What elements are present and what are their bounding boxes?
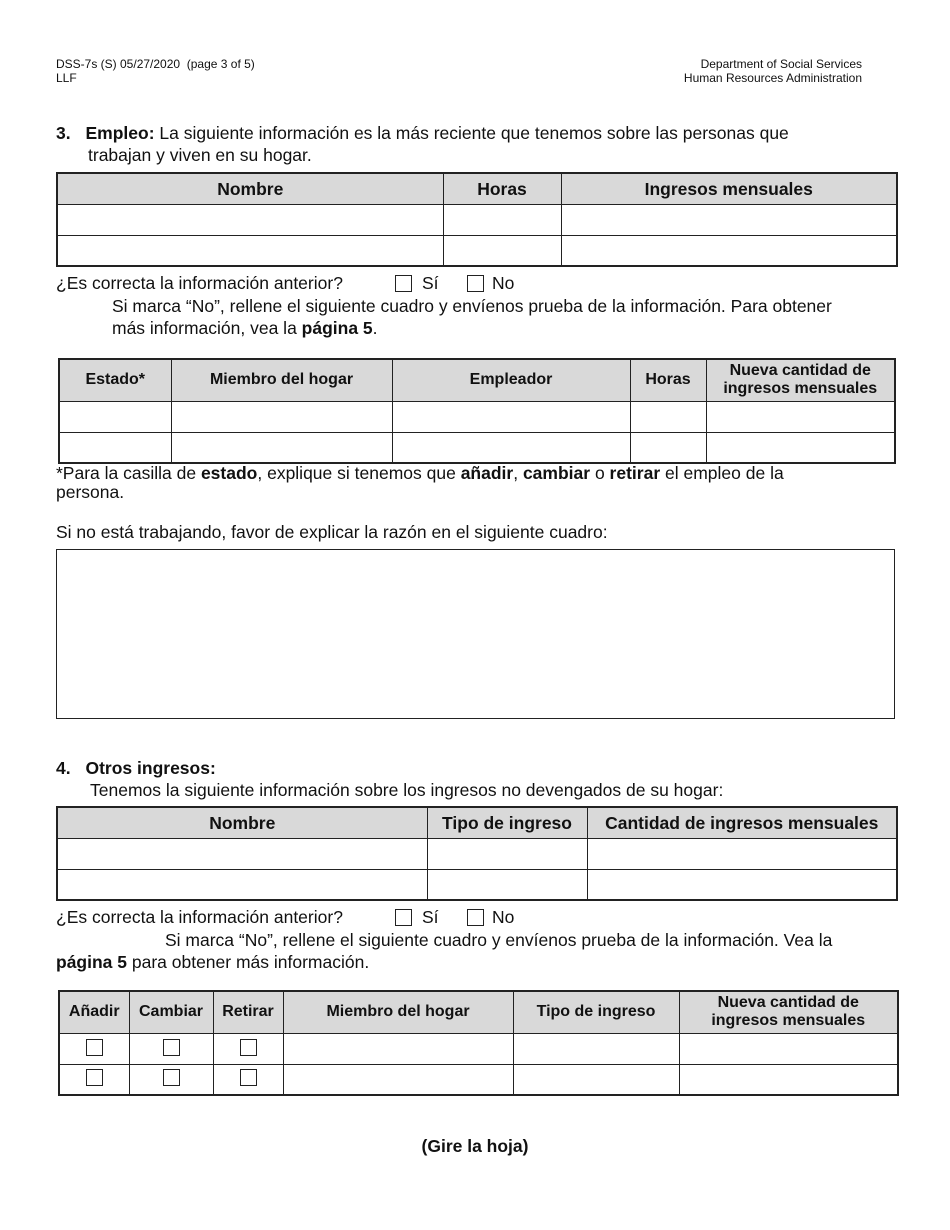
cell-anadir <box>59 1064 129 1095</box>
note-text: *Para la casilla de <box>56 463 201 483</box>
table-row <box>57 838 897 869</box>
section-3-question: ¿Es correcta la información anterior? <box>56 273 343 293</box>
note-bold-cambiar: cambiar <box>522 463 591 483</box>
cell-horas[interactable] <box>630 401 706 432</box>
anadir-checkbox[interactable] <box>86 1069 103 1086</box>
section-4-number: 4. <box>56 758 71 778</box>
cell-cantidad[interactable] <box>587 838 897 869</box>
instr-period: . <box>372 318 378 338</box>
instr-text: para obtener más información. <box>127 952 370 972</box>
cell-estado[interactable] <box>59 432 171 463</box>
not-working-explanation-box[interactable] <box>56 549 895 719</box>
note-bold-anadir: añadir <box>460 463 514 483</box>
no-checkbox[interactable] <box>467 275 484 292</box>
cell-nombre[interactable] <box>57 838 427 869</box>
page-ref: página 5 <box>301 318 373 338</box>
anadir-checkbox[interactable] <box>86 1039 103 1056</box>
not-working-prompt: Si no está trabajando, favor de explicar la razón en el siguiente cuadro: <box>56 522 608 542</box>
note-bold-retirar: retirar <box>609 463 661 483</box>
status-note-line-2: persona. <box>56 482 125 502</box>
yes-label: Sí <box>422 907 439 927</box>
section-3-no-option[interactable] <box>467 272 514 294</box>
cell-cambiar <box>129 1033 213 1064</box>
cambiar-checkbox[interactable] <box>163 1069 180 1086</box>
column-header-tipo: Tipo de ingreso <box>513 991 679 1033</box>
column-header-estado: Estado* <box>59 359 171 401</box>
column-header-horas: Horas <box>443 173 561 204</box>
section-3-intro-1: La siguiente información es la más reciente que tenemos sobre las personas que <box>154 123 789 143</box>
note-text: el empleo de la <box>660 463 784 483</box>
yes-checkbox[interactable] <box>395 275 412 292</box>
cell-cambiar <box>129 1064 213 1095</box>
page-ref: página 5 <box>56 952 127 972</box>
cell-estado[interactable] <box>59 401 171 432</box>
yes-label: Sí <box>422 273 439 293</box>
cell-nombre[interactable] <box>57 204 443 235</box>
table-row <box>57 869 897 900</box>
employment-changes-table <box>58 358 896 464</box>
table-row <box>59 401 895 432</box>
form-sub: LLF <box>56 71 77 85</box>
column-header-miembro: Miembro del hogar <box>171 359 392 401</box>
cell-cantidad[interactable] <box>587 869 897 900</box>
cell-nueva-cantidad[interactable] <box>679 1064 898 1095</box>
section-3-instr-2 <box>112 317 902 339</box>
table-row <box>59 1033 898 1064</box>
column-header-nueva-cantidad: Nueva cantidad de ingresos mensuales <box>706 359 895 401</box>
section-3-number: 3. <box>56 123 71 143</box>
section-3-title: Empleo: <box>85 123 155 143</box>
column-header-cantidad: Cantidad de ingresos mensuales <box>587 807 897 838</box>
column-header-anadir: Añadir <box>59 991 129 1033</box>
status-note <box>56 464 896 502</box>
instr-text: más información, vea la <box>112 318 302 338</box>
cell-ingresos[interactable] <box>561 235 897 266</box>
section-4-heading <box>56 757 216 779</box>
cell-tipo[interactable] <box>427 838 587 869</box>
cell-tipo[interactable] <box>513 1033 679 1064</box>
cell-miembro[interactable] <box>283 1033 513 1064</box>
section-4-instr-2 <box>56 951 369 973</box>
department-name: Department of Social Services <box>700 57 862 71</box>
status-note-line-1 <box>56 464 896 483</box>
note-bold-estado: estado <box>200 463 258 483</box>
column-header-ingresos: Ingresos mensuales <box>561 173 897 204</box>
column-header-tipo: Tipo de ingreso <box>427 807 587 838</box>
section-4-question: ¿Es correcta la información anterior? <box>56 907 343 927</box>
table-row <box>57 204 897 235</box>
turn-page-note: (Gire la hoja) <box>421 1136 529 1156</box>
cell-nueva-cantidad[interactable] <box>706 432 895 463</box>
table-row <box>57 235 897 266</box>
note-text: o <box>590 463 610 483</box>
column-header-empleador: Empleador <box>392 359 630 401</box>
cell-horas[interactable] <box>443 235 561 266</box>
cell-empleador[interactable] <box>392 432 630 463</box>
cell-ingresos[interactable] <box>561 204 897 235</box>
no-label: No <box>492 273 515 293</box>
note-text: , explique si tenemos que <box>257 463 461 483</box>
section-3-instructions <box>112 295 902 339</box>
section-4-yes-option[interactable] <box>395 906 439 928</box>
no-label: No <box>492 907 515 927</box>
cell-miembro[interactable] <box>171 401 392 432</box>
cell-retirar <box>213 1064 283 1095</box>
section-4-title: Otros ingresos: <box>85 758 216 778</box>
column-header-nombre: Nombre <box>57 807 427 838</box>
column-header-nombre: Nombre <box>57 173 443 204</box>
note-text: , <box>513 463 523 483</box>
cell-horas[interactable] <box>443 204 561 235</box>
retirar-checkbox[interactable] <box>240 1069 257 1086</box>
table-row <box>59 1064 898 1095</box>
cell-nueva-cantidad[interactable] <box>679 1033 898 1064</box>
cell-nueva-cantidad[interactable] <box>706 401 895 432</box>
no-checkbox[interactable] <box>467 909 484 926</box>
cell-empleador[interactable] <box>392 401 630 432</box>
income-changes-table <box>58 990 899 1096</box>
column-header-retirar: Retirar <box>213 991 283 1033</box>
cell-tipo[interactable] <box>513 1064 679 1095</box>
column-header-miembro: Miembro del hogar <box>283 991 513 1033</box>
column-header-horas: Horas <box>630 359 706 401</box>
section-4-intro: Tenemos la siguiente información sobre los ingresos no devengados de su hogar: <box>90 780 724 800</box>
section-3-intro-2: trabajan y viven en su hogar. <box>88 145 312 165</box>
column-header-cambiar: Cambiar <box>129 991 213 1033</box>
yes-checkbox[interactable] <box>395 909 412 926</box>
retirar-checkbox[interactable] <box>240 1039 257 1056</box>
column-header-nueva-cantidad: Nueva cantidad de ingresos mensuales <box>679 991 898 1033</box>
cell-nombre[interactable] <box>57 235 443 266</box>
cell-horas[interactable] <box>630 432 706 463</box>
cell-miembro[interactable] <box>171 432 392 463</box>
section-3-yes-option[interactable] <box>395 272 439 294</box>
administration-name: Human Resources Administration <box>683 71 862 85</box>
section-3-heading <box>56 122 896 144</box>
cell-retirar <box>213 1033 283 1064</box>
section-4-no-option[interactable] <box>467 906 514 928</box>
form-id-block <box>56 57 255 85</box>
cell-tipo[interactable] <box>427 869 587 900</box>
cell-anadir <box>59 1033 129 1064</box>
section-4-instr-1: Si marca “No”, rellene el siguiente cuadro y envíenos prueba de la información. Vea la <box>165 930 833 950</box>
other-income-table <box>56 806 898 901</box>
agency-block <box>684 57 862 85</box>
section-3-instr-1: Si marca “No”, rellene el siguiente cuadro y envíenos prueba de la información. Para obtener <box>112 296 832 316</box>
cambiar-checkbox[interactable] <box>163 1039 180 1056</box>
form-id: DSS-7s (S) 05/27/2020 (page 3 of 5) <box>56 57 255 71</box>
cell-miembro[interactable] <box>283 1064 513 1095</box>
cell-nombre[interactable] <box>57 869 427 900</box>
employment-table <box>56 172 898 267</box>
table-row <box>59 432 895 463</box>
